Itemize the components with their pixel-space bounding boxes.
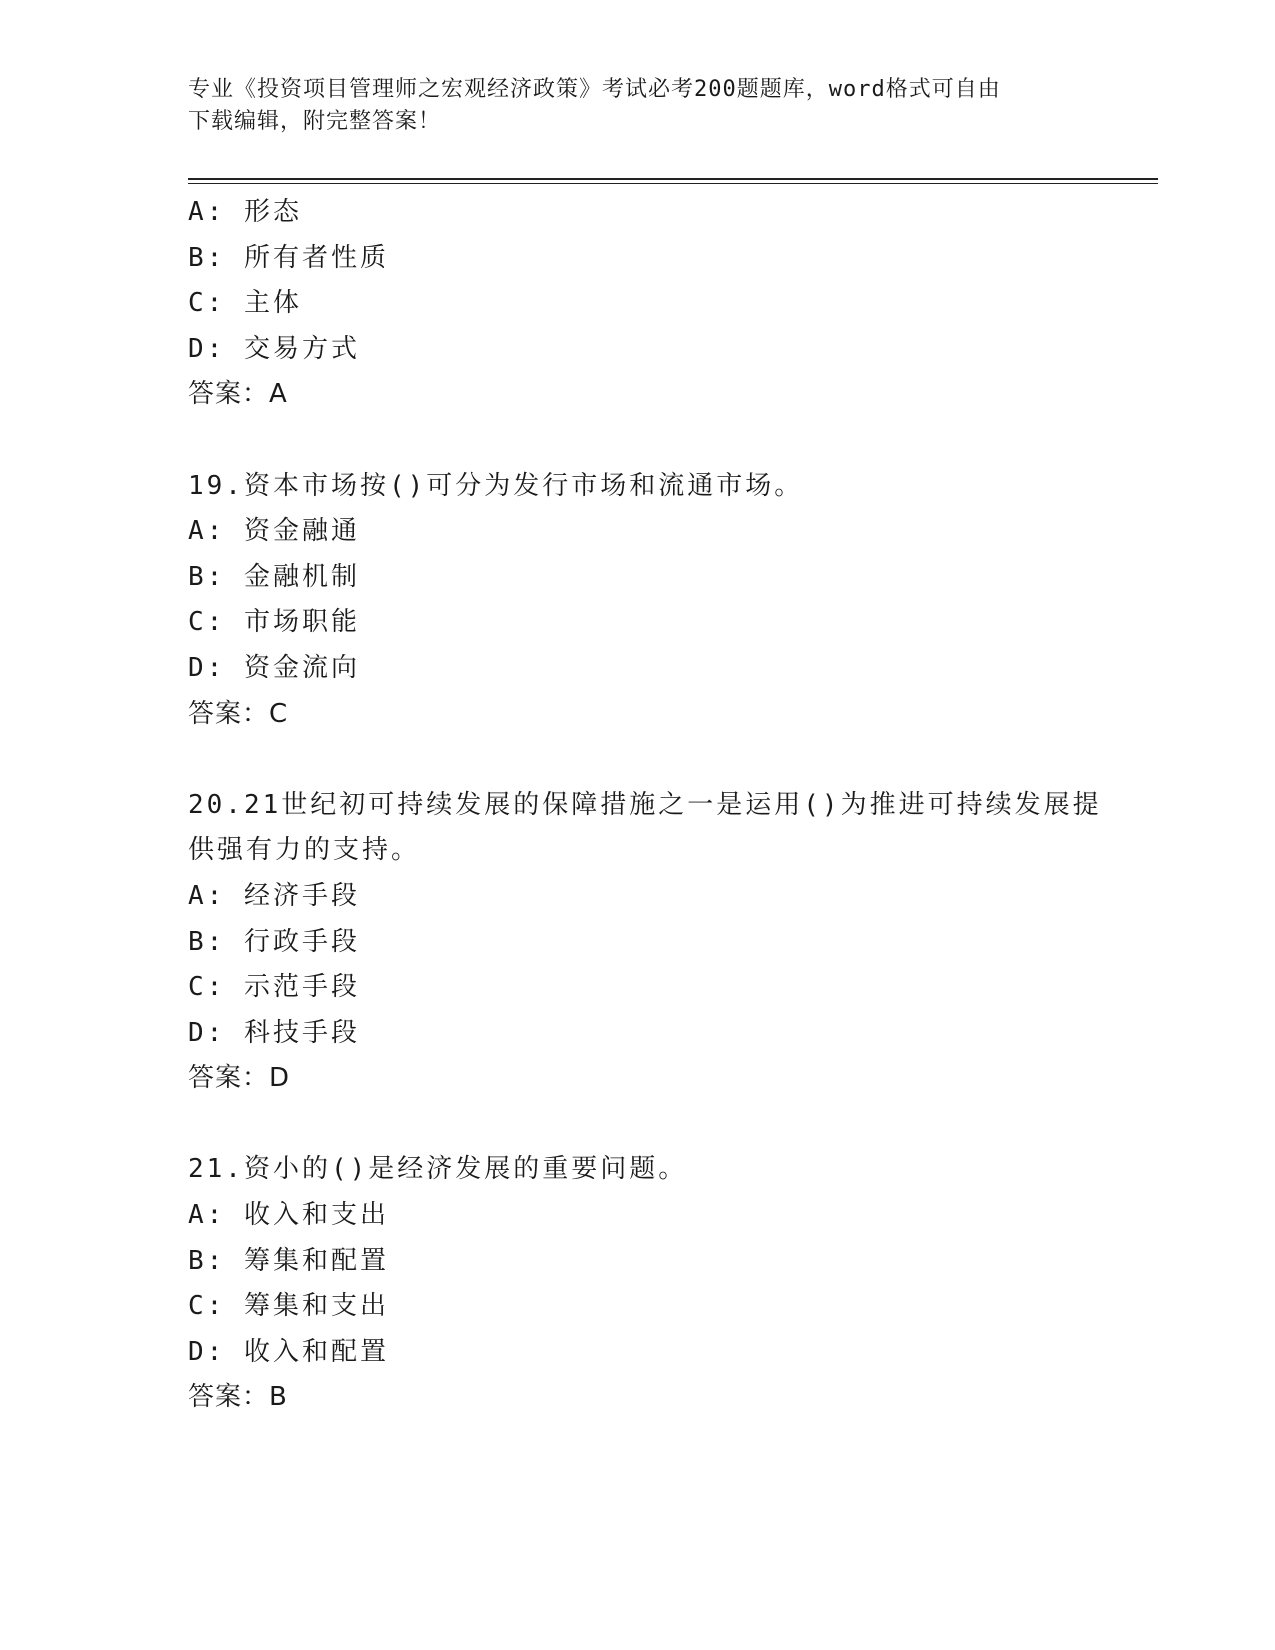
option-a: A: 收入和支出 [188, 1200, 389, 1231]
header-divider-top [188, 178, 1158, 180]
question-20-block [188, 783, 1102, 1102]
question-19-block [188, 464, 1088, 738]
option-b: B: 行政手段 [188, 926, 360, 957]
question-text-line-1: 20.21世纪初可持续发展的保障措施之一是运用()为推进可持续发展提 [188, 789, 1102, 820]
option-c: C: 筹集和支出 [188, 1291, 389, 1322]
option-b: B: 所有者性质 [188, 242, 389, 273]
question-21-block [188, 1147, 1088, 1421]
answer-line: 答案：B [188, 1382, 288, 1413]
question-text-line-2: 供强有力的支持。 [188, 835, 421, 866]
question-text: 19.资本市场按()可分为发行市场和流通市场。 [188, 470, 804, 501]
option-c: C: 主体 [188, 288, 302, 319]
header-divider-bottom [188, 183, 1158, 184]
header-line-1: 专业《投资项目管理师之宏观经济政策》考试必考200题题库，word格式可自由 [188, 77, 1001, 102]
question-list [188, 190, 1102, 1421]
header-line-2: 下载编辑，附完整答案！ [188, 109, 442, 134]
option-c: C: 示范手段 [188, 972, 360, 1003]
answer-line: 答案：A [188, 379, 288, 410]
option-d: D: 收入和配置 [188, 1336, 389, 1367]
option-b: B: 金融机制 [188, 561, 360, 592]
spacer [188, 418, 1088, 464]
option-d: D: 科技手段 [188, 1017, 360, 1048]
option-a: A: 资金融通 [188, 516, 360, 547]
question-18-block [188, 190, 1088, 418]
option-d: D: 资金流向 [188, 652, 360, 683]
answer-line: 答案：D [188, 1063, 291, 1094]
option-a: A: 形态 [188, 197, 302, 227]
question-text: 21.资小的()是经济发展的重要问题。 [188, 1154, 688, 1185]
option-c: C: 市场职能 [188, 607, 360, 638]
spacer [188, 1102, 1088, 1148]
document-header [188, 74, 1088, 138]
option-b: B: 筹集和配置 [188, 1245, 389, 1276]
spacer [188, 737, 1088, 783]
option-d: D: 交易方式 [188, 333, 360, 364]
option-a: A: 经济手段 [188, 880, 360, 911]
answer-line: 答案：C [188, 698, 289, 729]
